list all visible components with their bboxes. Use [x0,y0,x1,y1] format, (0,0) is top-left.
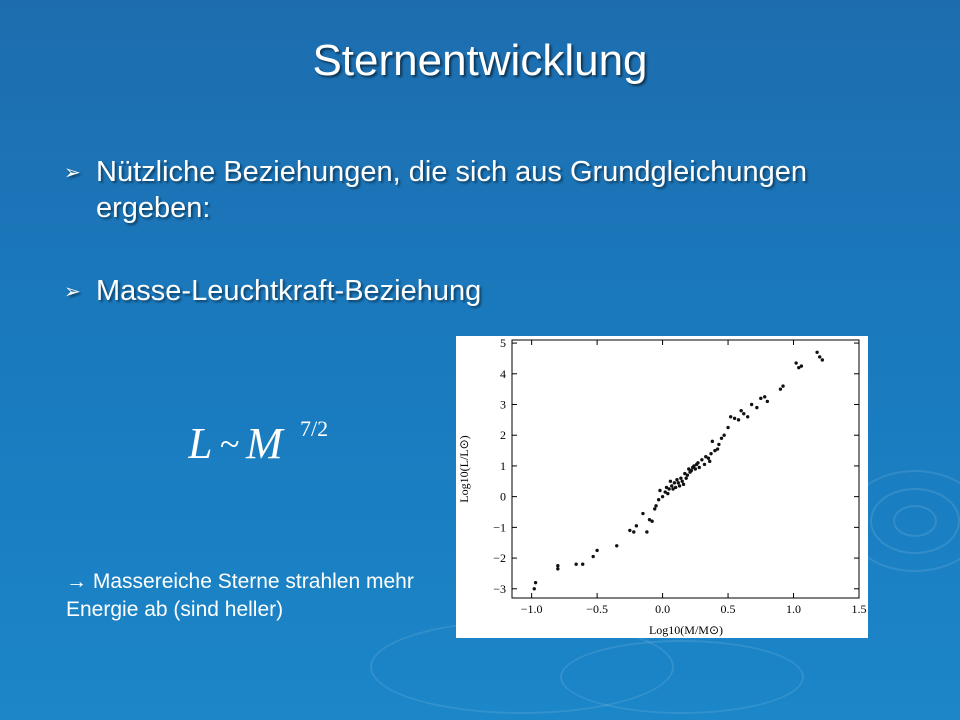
bullet-text: Masse-Leuchtkraft-Beziehung [96,275,482,307]
formula-lhs: L [188,419,213,468]
chart-panel [456,336,868,638]
data-point [673,481,676,484]
data-point [645,530,648,533]
data-point [534,581,537,584]
data-point [794,361,797,364]
data-point [737,418,740,421]
data-point [641,512,644,515]
data-point [726,426,729,429]
data-point [654,504,657,507]
data-point [696,461,699,464]
data-point [739,409,742,412]
data-point [670,484,673,487]
data-point [674,486,677,489]
mass-luminosity-scatter-chart [456,336,868,638]
data-point [698,466,701,469]
data-point [759,397,762,400]
data-point [581,563,584,566]
data-point [678,484,681,487]
data-point [679,477,682,480]
data-point [667,487,670,490]
data-point [742,412,745,415]
arrowhead-bullet-icon: ➢ [64,162,81,184]
data-point [533,587,536,590]
formula-base: M [246,419,283,468]
x-tick-label: 1.0 [786,602,802,616]
data-point [653,507,656,510]
data-point [750,403,753,406]
mass-luminosity-formula [188,414,348,470]
data-point [779,387,782,390]
data-point [650,520,653,523]
data-point [682,483,685,486]
formula-relation: ~ [220,424,240,464]
data-point [595,549,598,552]
data-point [669,480,672,483]
data-point [677,481,680,484]
x-tick-label: −1.0 [520,602,543,616]
data-point [658,489,661,492]
data-point [574,563,577,566]
background-ripple-decoration [870,488,960,554]
data-point [709,452,712,455]
data-point [763,395,766,398]
data-point [700,458,703,461]
data-point [815,351,818,354]
y-tick-label: 3 [500,397,506,412]
y-tick-label: 1 [500,458,506,473]
data-point [717,443,720,446]
data-point [755,406,758,409]
bullet-item [64,154,884,226]
data-point [720,437,723,440]
y-tick-label: 2 [500,428,506,443]
data-point [733,417,736,420]
data-point [711,440,714,443]
data-point [800,364,803,367]
data-point [716,447,719,450]
data-point [766,400,769,403]
x-axis-label: Log10(M/M⊙) [648,623,724,637]
formula-exponent: 7/2 [300,416,329,441]
y-tick-label: 5 [500,336,506,351]
data-point [821,358,824,361]
y-axis-label: Log10(L/L⊙) [457,435,471,503]
data-point [657,498,660,501]
data-point [632,530,635,533]
x-tick-label: 0.0 [655,602,671,616]
right-arrow-icon: → [66,570,87,593]
data-point [661,495,664,498]
data-point [684,477,687,480]
data-point [556,567,559,570]
data-point [729,415,732,418]
data-point [615,544,618,547]
data-point [690,469,693,472]
x-tick-label: 1.5 [851,602,867,616]
data-point [703,463,706,466]
bullet-text: Nützliche Beziehungen, die sich aus Grundgleichungen ergeben: [96,156,807,224]
data-point [818,355,821,358]
caption [66,568,466,624]
arrowhead-bullet-icon: ➢ [64,281,81,303]
plot-frame [512,340,859,598]
y-tick-label: 4 [500,366,506,381]
y-tick-label: −3 [493,581,506,596]
bullet-item [64,273,884,310]
y-tick-label: −1 [493,520,506,535]
data-point [781,384,784,387]
data-point [666,492,669,495]
caption-text: Massereiche Sterne strahlen mehr Energie ab (sind heller) [66,570,414,621]
data-point [556,564,559,567]
data-point [707,457,710,460]
background-ripple-decoration [560,640,804,714]
data-point [708,460,711,463]
data-point [746,415,749,418]
background-ripple-decoration [893,505,937,537]
y-tick-label: −2 [493,551,506,566]
data-point [591,555,594,558]
y-tick-label: 0 [500,489,506,504]
data-point [686,473,689,476]
data-point [681,480,684,483]
x-tick-label: −0.5 [586,602,609,616]
data-point [628,529,631,532]
data-point [675,478,678,481]
data-point [722,434,725,437]
x-tick-label: 0.5 [720,602,736,616]
slide-title: Sternentwicklung [312,36,648,85]
data-point [694,467,697,470]
data-point [635,524,638,527]
